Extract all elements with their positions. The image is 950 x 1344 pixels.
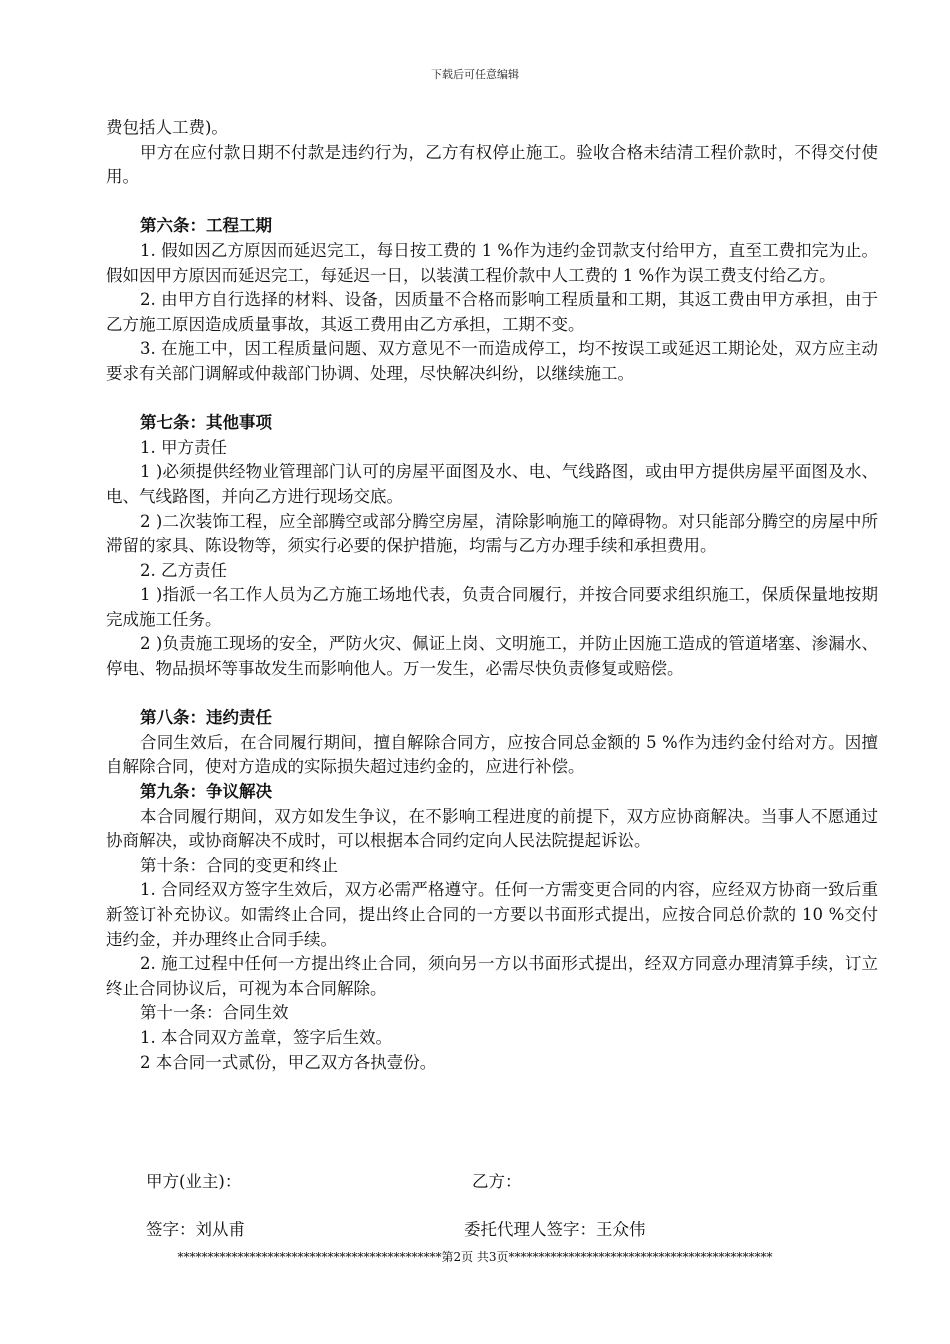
- paragraph: 费包括人工费)。: [106, 118, 228, 137]
- paragraph: 本合同履行期间，双方如发生争议，在不影响工程进度的前提下，双方应协商解决。当事人不愿通过协商解决，或协商解决不成时，可以根据本合同约定向人民法院提起诉讼。: [106, 806, 878, 851]
- contract-body: [106, 116, 878, 1075]
- paragraph: 3. 在施工中，因工程质量问题、双方意见不一而造成停工，均不按误工或延迟工期论处，双方应主动要求有关部门调解或仲裁部门协调、处理，尽快解决纠纷，以继续施工。: [106, 339, 878, 383]
- paragraph: 2. 施工过程中任何一方提出终止合同，须向另一方以书面形式提出，经双方同意办理清算手续，订立终止合同协议后，可视为本合同解除。: [106, 954, 878, 998]
- section-heading: 第八条：违约责任: [140, 708, 272, 728]
- paragraph: 甲方在应付款日期不付款是违约行为，乙方有权停止施工。验收合格未结清工程价款时，不得交付使用。: [106, 142, 878, 187]
- paragraph: 合同生效后，在合同履行期间，擅自解除合同方，应按合同总金额的 5 %作为违约金付给对方。因擅自解除合同，使对方造成的实际损失超过违约金的，应进行补偿。: [106, 732, 878, 777]
- section-heading: 第七条：其他事项: [140, 413, 272, 433]
- paragraph: 1 )指派一名工作人员为乙方施工场地代表，负责合同履行，并按合同要求组织施工，保质保量地按期完成施工任务。: [106, 585, 878, 629]
- section-heading: 第十条：合同的变更和终止: [140, 855, 338, 875]
- header-note: 下载后可任意编辑: [431, 68, 519, 81]
- signature-party-b: 委托代理人签字：王众伟: [464, 1220, 646, 1239]
- paragraph: 1. 本合同双方盖章，签字后生效。: [140, 1027, 392, 1047]
- paragraph: 1. 甲方责任: [140, 437, 227, 457]
- paragraph: 2 本合同一式贰份，甲乙双方各执壹份。: [140, 1052, 437, 1072]
- section-heading: 第六条：工程工期: [140, 216, 272, 236]
- blank-line: [106, 682, 878, 707]
- paragraph: 2. 由甲方自行选择的材料、设备，因质量不合格而影响工程质量和工期，其返工费由甲方承担，由于乙方施工原因造成质量事故，其返工费用由乙方承担，工期不变。: [106, 290, 878, 334]
- paragraph: 1 )必须提供经物业管理部门认可的房屋平面图及水、电、气线路图，或由甲方提供房屋平面图及水、电、气线路图，并向乙方进行现场交底。: [106, 462, 878, 506]
- paragraph: 1. 假如因乙方原因而延迟完工，每日按工费的 1 %作为违约金罚款支付给甲方，直至工费扣完为止。假如因甲方原因而延迟完工，每延迟一日，以装潢工程价款中人工费的 1 %作为误工费支付给乙方。: [106, 240, 878, 285]
- page-footer: ********************************************第2页 共3页********************************************: [177, 1250, 773, 1264]
- signature-party-a: 签字：刘从甫: [146, 1220, 245, 1239]
- paragraph: 1. 合同经双方签字生效后，双方必需严格遵守。任何一方需变更合同的内容，应经双方协商一致后重新签订补充协议。如需终止合同，提出终止合同的一方要以书面形式提出，应按合同总价款的 10 %交付违约金，并办理终止合同手续。: [106, 880, 878, 949]
- section-heading: 第十一条：合同生效: [140, 1003, 289, 1023]
- blank-line: [106, 190, 878, 215]
- paragraph: 2. 乙方责任: [140, 560, 227, 580]
- paragraph: 2 )二次装饰工程，应全部腾空或部分腾空房屋，清除影响施工的障碍物。对只能部分腾空的房屋中所滞留的家具、陈设物等，须实行必要的保护措施，均需与乙方办理手续和承担费用。: [106, 511, 878, 556]
- blank-line: [106, 387, 878, 412]
- party-b-label: 乙方：: [472, 1172, 522, 1191]
- section-heading: 第九条：争议解决: [140, 782, 272, 802]
- party-a-label: 甲方(业主)：: [146, 1172, 242, 1191]
- paragraph: 2 )负责施工现场的安全，严防火灾、佩证上岗、文明施工，并防止因施工造成的管道堵塞、渗漏水、停电、物品损坏等事故发生而影响他人。万一发生，必需尽快负责修复或赔偿。: [106, 634, 878, 679]
